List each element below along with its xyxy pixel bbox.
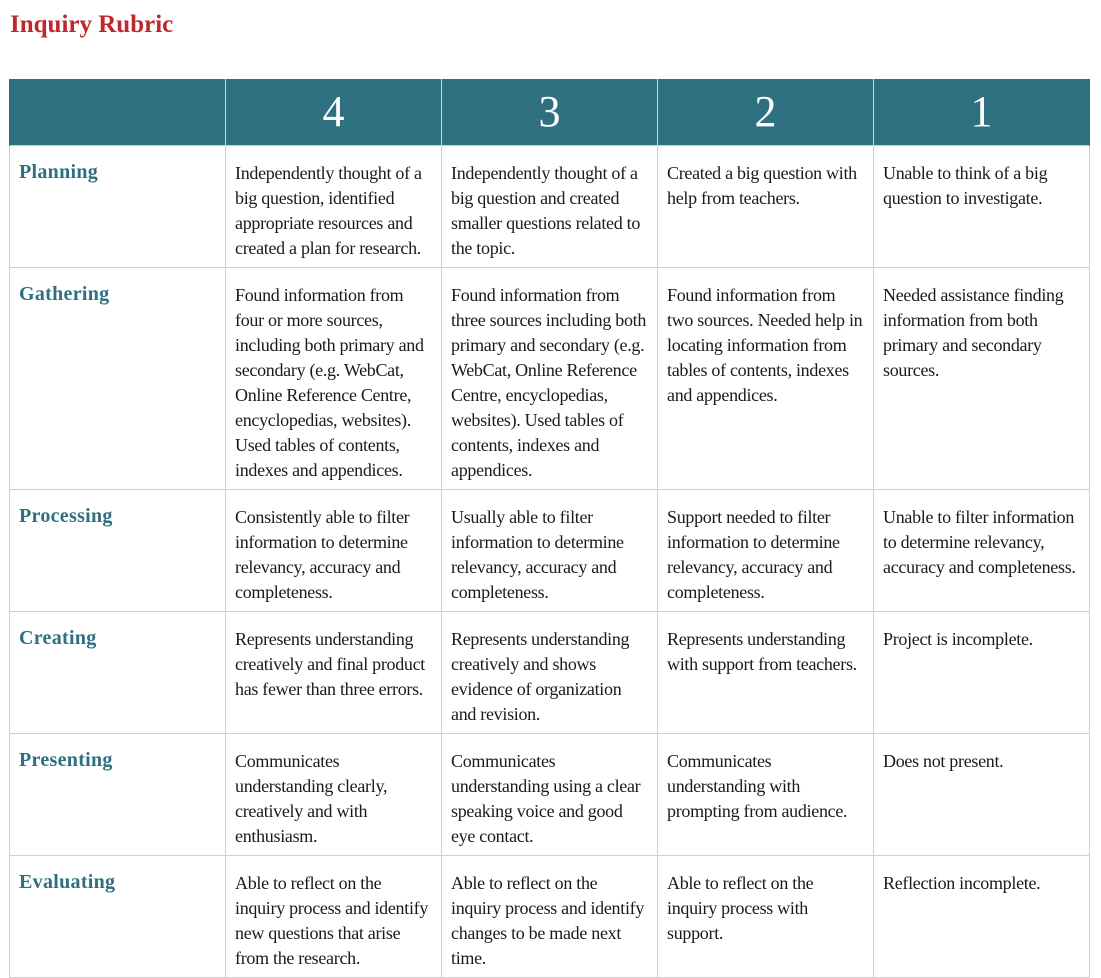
table-row-planning [10,145,1090,267]
table-row-gathering [10,267,1090,489]
cell-presenting-3: Communicates understanding using a clear speaking voice and good eye contact. [442,733,658,855]
cell-evaluating-3: Able to reflect on the inquiry process and identify changes to be made next time. [442,855,658,977]
cell-gathering-1: Needed assistance finding information from both primary and secondary sources. [874,267,1090,489]
cell-creating-2: Represents understanding with support from teachers. [658,611,874,733]
criterion-planning: Planning [10,145,226,267]
cell-gathering-3: Found information from three sources including both primary and secondary (e.g. WebCat, Online Reference Centre, encyclopedias, websites). Used tables of contents, indexes and appendices. [442,267,658,489]
criterion-processing: Processing [10,489,226,611]
cell-creating-4: Represents understanding creatively and final product has fewer than three errors. [226,611,442,733]
page-title: Inquiry Rubric [10,11,174,38]
cell-planning-4: Independently thought of a big question, identified appropriate resources and created a plan for research. [226,145,442,267]
criterion-evaluating: Evaluating [10,855,226,977]
cell-evaluating-1: Reflection incomplete. [874,855,1090,977]
header-level-3: 3 [442,79,658,145]
cell-gathering-4: Found information from four or more sources, including both primary and secondary (e.g. WebCat, Online Reference Centre, encyclopedias, websites). Used tables of contents, indexes and appendices. [226,267,442,489]
cell-evaluating-4: Able to reflect on the inquiry process and identify new questions that arise from the research. [226,855,442,977]
header-level-1: 1 [874,79,1090,145]
cell-presenting-4: Communicates understanding clearly, creatively and with enthusiasm. [226,733,442,855]
rubric-header [10,79,1090,145]
header-row [10,79,1090,145]
criterion-gathering: Gathering [10,267,226,489]
criterion-presenting: Presenting [10,733,226,855]
cell-processing-4: Consistently able to filter information to determine relevancy, accuracy and completeness. [226,489,442,611]
header-level-4: 4 [226,79,442,145]
cell-presenting-1: Does not present. [874,733,1090,855]
table-row-evaluating [10,855,1090,977]
header-corner-cell [10,79,226,145]
cell-processing-2: Support needed to filter information to determine relevancy, accuracy and completeness. [658,489,874,611]
cell-processing-3: Usually able to filter information to determine relevancy, accuracy and completeness. [442,489,658,611]
cell-evaluating-2: Able to reflect on the inquiry process with support. [658,855,874,977]
table-row-creating [10,611,1090,733]
table-row-presenting [10,733,1090,855]
cell-presenting-2: Communicates understanding with prompting from audience. [658,733,874,855]
cell-planning-2: Created a big question with help from teachers. [658,145,874,267]
cell-planning-1: Unable to think of a big question to investigate. [874,145,1090,267]
rubric-body [10,145,1090,977]
cell-processing-1: Unable to filter information to determine relevancy, accuracy and completeness. [874,489,1090,611]
table-row-processing [10,489,1090,611]
cell-creating-1: Project is incomplete. [874,611,1090,733]
cell-planning-3: Independently thought of a big question and created smaller questions related to the topic. [442,145,658,267]
rubric-table [9,79,1090,978]
header-level-2: 2 [658,79,874,145]
cell-gathering-2: Found information from two sources. Needed help in locating information from tables of contents, indexes and appendices. [658,267,874,489]
criterion-creating: Creating [10,611,226,733]
cell-creating-3: Represents understanding creatively and shows evidence of organization and revision. [442,611,658,733]
